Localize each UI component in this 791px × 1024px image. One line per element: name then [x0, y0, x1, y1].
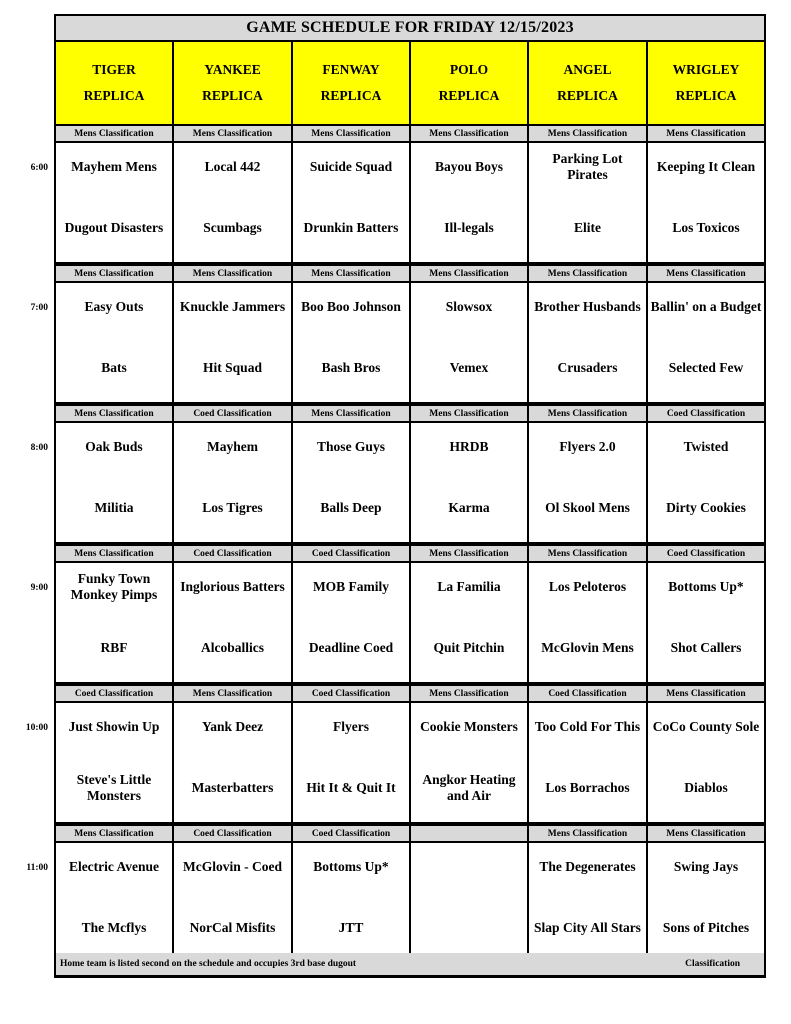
team-bottom: Ol Skool Mens: [545, 500, 630, 515]
team-top: Flyers: [333, 719, 369, 734]
game-cell: [56, 563, 172, 682]
team-top: [413, 843, 525, 891]
time-label: 11:00: [26, 863, 48, 873]
team-top: Cookie Monsters: [420, 719, 518, 734]
team-bottom: Balls Deep: [320, 500, 382, 515]
team-top: Funky Town Monkey Pimps: [70, 571, 158, 602]
game-cell: [293, 563, 409, 682]
team-top: La Familia: [437, 579, 501, 594]
game-cell: [648, 563, 764, 682]
team-top: Keeping It Clean: [656, 159, 756, 174]
game-cell: [293, 843, 409, 962]
team-top: McGlovin - Coed: [183, 859, 282, 874]
time-label: 7:00: [30, 303, 48, 313]
team-bottom: Dirty Cookies: [666, 500, 746, 515]
game-cell: [648, 703, 764, 822]
team-bottom: Karma: [448, 500, 490, 515]
team-top: Flyers 2.0: [559, 439, 616, 454]
team-bottom: Militia: [94, 500, 134, 515]
team-top: Knuckle Jammers: [179, 299, 286, 314]
classification-cell: Coed Classification: [174, 406, 291, 421]
team-top: Slowsox: [445, 299, 493, 314]
field-subtitle: REPLICA: [202, 88, 263, 103]
classification-cell: Mens Classification: [529, 406, 646, 421]
team-top: Mayhem: [207, 439, 258, 454]
field-name: ANGEL: [563, 62, 612, 77]
team-top: Too Cold For This: [534, 719, 641, 734]
field-name: POLO: [449, 62, 489, 77]
footer-note: Home team is listed second on the schedule and occupies 3rd base dugout: [60, 959, 357, 969]
game-cell: [293, 283, 409, 402]
team-bottom: Shot Callers: [670, 640, 742, 655]
classification-cell: Mens Classification: [411, 546, 527, 561]
classification-cell: Mens Classification: [174, 686, 291, 701]
classification-cell: Mens Classification: [529, 126, 646, 141]
game-cell: [174, 703, 291, 822]
game-cell: [174, 423, 291, 542]
team-top: Easy Outs: [84, 299, 144, 314]
game-cell: [56, 703, 172, 822]
game-cell: [293, 423, 409, 542]
team-top: Yank Deez: [201, 719, 264, 734]
classification-cell: Mens Classification: [293, 406, 409, 421]
team-bottom: Dugout Disasters: [64, 220, 164, 235]
classification-cell: Coed Classification: [174, 826, 291, 841]
footer-bar: [56, 953, 764, 975]
field-name: FENWAY: [322, 62, 380, 77]
classification-cell: Mens Classification: [529, 826, 646, 841]
team-bottom: RBF: [100, 640, 128, 655]
team-top: MOB Family: [312, 579, 390, 594]
classification-cell: Coed Classification: [648, 406, 764, 421]
team-bottom: Bash Bros: [321, 360, 381, 375]
team-bottom: [413, 904, 525, 952]
team-bottom: Los Borrachos: [545, 780, 630, 795]
classification-cell: Mens Classification: [56, 406, 172, 421]
game-cell: [56, 143, 172, 262]
classification-cell: Mens Classification: [56, 266, 172, 281]
schedule-title: GAME SCHEDULE FOR FRIDAY 12/15/2023: [56, 16, 764, 40]
team-bottom: The Mcflys: [81, 920, 147, 935]
classification-cell: Mens Classification: [648, 266, 764, 281]
time-label: 6:00: [30, 163, 48, 173]
team-top: Brother Husbands: [534, 299, 641, 314]
classification-cell: Mens Classification: [56, 826, 172, 841]
footer-classification: Classification: [685, 959, 740, 969]
game-cell: [648, 843, 764, 962]
classification-cell: [411, 826, 527, 841]
game-cell: [529, 283, 646, 402]
field-subtitle: REPLICA: [675, 88, 737, 103]
game-cell: [174, 843, 291, 962]
game-cell: [174, 563, 291, 682]
classification-cell: Mens Classification: [648, 686, 764, 701]
field-header-polo: [411, 42, 527, 124]
classification-cell: Coed Classification: [648, 546, 764, 561]
game-cell: [174, 283, 291, 402]
game-cell: [411, 843, 527, 962]
team-top: Los Peloteros: [548, 579, 627, 594]
classification-cell: Coed Classification: [174, 546, 291, 561]
game-cell: [56, 423, 172, 542]
team-top: Local 442: [204, 159, 261, 174]
team-bottom: Slap City All Stars: [534, 920, 641, 935]
team-bottom: McGlovin Mens: [541, 640, 634, 655]
field-subtitle: REPLICA: [438, 88, 500, 103]
team-bottom: Vemex: [449, 360, 489, 375]
classification-cell: Mens Classification: [56, 126, 172, 141]
team-top: Electric Avenue: [68, 859, 160, 874]
game-cell: [648, 283, 764, 402]
team-bottom: Angkor Heating and Air: [422, 772, 516, 803]
game-cell: [174, 143, 291, 262]
classification-cell: Mens Classification: [411, 126, 527, 141]
team-top: Suicide Squad: [309, 159, 393, 174]
team-top: Boo Boo Johnson: [301, 299, 401, 314]
team-bottom: Quit Pitchin: [433, 640, 505, 655]
team-bottom: Los Toxicos: [672, 220, 740, 235]
team-top: Twisted: [683, 439, 729, 454]
team-top: Bayou Boys: [435, 159, 503, 174]
team-top: Just Showin Up: [68, 719, 160, 734]
team-top: The Degenerates: [539, 859, 636, 874]
classification-cell: Mens Classification: [648, 126, 764, 141]
team-top: HRDB: [449, 439, 489, 454]
game-cell: [529, 843, 646, 962]
team-bottom: Diablos: [684, 780, 728, 795]
classification-cell: Mens Classification: [529, 266, 646, 281]
team-bottom: Hit Squad: [203, 360, 262, 375]
field-header-yankee: [174, 42, 291, 124]
field-header-tiger: [56, 42, 172, 124]
game-cell: [411, 143, 527, 262]
field-header-wrigley: [648, 42, 764, 124]
team-bottom: Masterbatters: [191, 780, 274, 795]
team-bottom: Ill-legals: [444, 220, 494, 235]
classification-cell: Mens Classification: [411, 686, 527, 701]
team-bottom: Elite: [574, 220, 601, 235]
time-label: 8:00: [30, 443, 48, 453]
classification-cell: Mens Classification: [293, 126, 409, 141]
game-cell: [293, 143, 409, 262]
classification-cell: Coed Classification: [293, 546, 409, 561]
field-subtitle: REPLICA: [557, 88, 618, 103]
game-cell: [56, 283, 172, 402]
team-bottom: NorCal Misfits: [189, 920, 276, 935]
game-cell: [411, 423, 527, 542]
classification-cell: Coed Classification: [293, 826, 409, 841]
team-top: Parking Lot Pirates: [552, 151, 623, 182]
field-header-fenway: [293, 42, 409, 124]
classification-cell: Coed Classification: [56, 686, 172, 701]
classification-cell: Mens Classification: [648, 826, 764, 841]
field-name: TIGER: [92, 62, 136, 77]
team-bottom: JTT: [338, 920, 364, 935]
classification-cell: Mens Classification: [56, 546, 172, 561]
game-cell: [648, 143, 764, 262]
team-top: Ballin' on a Budget: [650, 299, 762, 314]
field-subtitle: REPLICA: [320, 88, 382, 103]
team-bottom: Steve's Little Monsters: [76, 772, 152, 803]
game-cell: [529, 143, 646, 262]
classification-cell: Mens Classification: [293, 266, 409, 281]
field-header-angel: [529, 42, 646, 124]
time-label: 10:00: [25, 723, 48, 733]
game-cell: [411, 283, 527, 402]
field-subtitle: REPLICA: [83, 88, 145, 103]
team-bottom: Crusaders: [557, 360, 618, 375]
team-top: CoCo County Sole: [652, 719, 760, 734]
team-bottom: Drunkin Batters: [303, 220, 399, 235]
game-cell: [529, 703, 646, 822]
team-bottom: Hit It & Quit It: [306, 780, 396, 795]
team-top: Bottoms Up*: [668, 579, 744, 594]
time-label: 9:00: [30, 583, 48, 593]
classification-cell: Mens Classification: [174, 126, 291, 141]
team-top: Oak Buds: [85, 439, 143, 454]
field-name: WRIGLEY: [672, 62, 740, 77]
team-top: Swing Jays: [673, 859, 739, 874]
team-bottom: Los Tigres: [202, 500, 263, 515]
team-bottom: Sons of Pitches: [662, 920, 750, 935]
team-bottom: Selected Few: [668, 360, 744, 375]
game-cell: [411, 703, 527, 822]
team-top: Inglorious Batters: [180, 579, 285, 594]
game-cell: [293, 703, 409, 822]
field-name: YANKEE: [204, 62, 261, 77]
game-cell: [529, 423, 646, 542]
team-bottom: Bats: [101, 360, 127, 375]
team-top: Those Guys: [317, 439, 385, 454]
classification-cell: Mens Classification: [411, 406, 527, 421]
team-bottom: Alcoballics: [201, 640, 264, 655]
game-cell: [56, 843, 172, 962]
team-bottom: Scumbags: [203, 220, 262, 235]
classification-cell: Mens Classification: [411, 266, 527, 281]
team-top: Bottoms Up*: [313, 859, 389, 874]
game-cell: [529, 563, 646, 682]
classification-cell: Coed Classification: [293, 686, 409, 701]
classification-cell: Mens Classification: [174, 266, 291, 281]
game-cell: [411, 563, 527, 682]
game-cell: [648, 423, 764, 542]
team-bottom: Deadline Coed: [308, 640, 394, 655]
classification-cell: Mens Classification: [529, 546, 646, 561]
team-top: Mayhem Mens: [71, 159, 157, 174]
classification-cell: Coed Classification: [529, 686, 646, 701]
schedule-grid: [54, 14, 766, 978]
